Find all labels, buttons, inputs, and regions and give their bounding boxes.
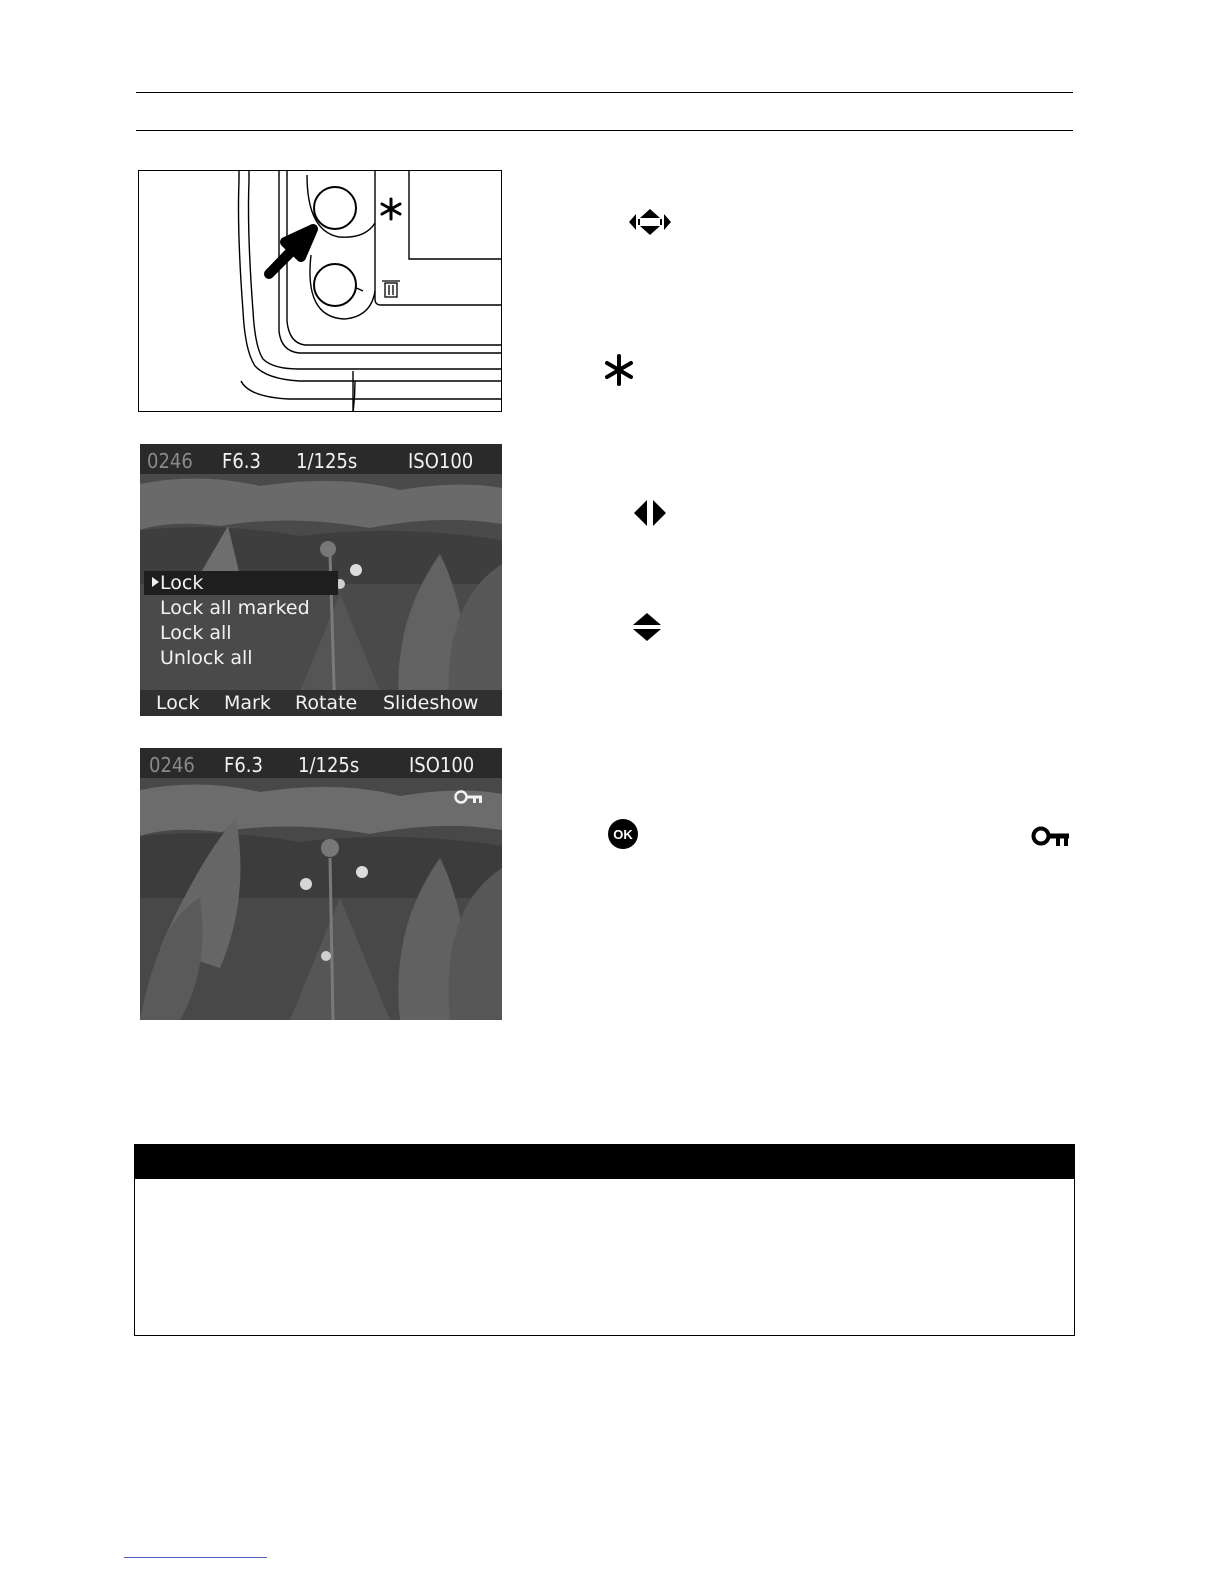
camera-back-illustration [138, 170, 502, 412]
menu-item-lock[interactable]: Lock [160, 572, 204, 594]
note-box [134, 1144, 1075, 1336]
softkey-slideshow[interactable]: Slideshow [383, 692, 479, 714]
softkey-lock[interactable]: Lock [156, 692, 200, 714]
menu-item-lock-all[interactable]: Lock all [160, 622, 232, 644]
header-rule-bottom [136, 130, 1073, 131]
up-down-arrows-icon [632, 612, 662, 642]
flower-photo [140, 748, 502, 1020]
frame-number: 0246 [147, 449, 193, 473]
menu-cursor-icon [152, 577, 160, 587]
softkey-rotate[interactable]: Rotate [295, 692, 358, 714]
aperture-value: F6.3 [224, 753, 263, 777]
four-way-arrows-icon [627, 207, 673, 237]
iso-value: ISO100 [409, 753, 475, 777]
aperture-value: F6.3 [222, 449, 261, 473]
shutter-speed: 1/125s [296, 449, 358, 473]
softkey-mark[interactable]: Mark [224, 692, 271, 714]
lcd-screen-lock-menu [140, 444, 502, 716]
iso-value: ISO100 [408, 449, 474, 473]
asterisk-button-icon [602, 353, 636, 387]
header-rule-top [136, 92, 1073, 93]
left-right-arrows-icon [633, 499, 667, 527]
footer-rule [124, 1557, 267, 1558]
key-icon [1031, 824, 1071, 848]
key-icon [454, 788, 484, 806]
camera-body-drawing [139, 171, 502, 412]
lcd-screen-locked-image [140, 748, 502, 1020]
svg-text:OK: OK [613, 827, 633, 842]
ok-button-icon [607, 818, 639, 850]
shutter-speed: 1/125s [298, 753, 360, 777]
menu-item-unlock-all[interactable]: Unlock all [160, 647, 253, 669]
frame-number: 0246 [149, 753, 195, 777]
note-box-header [135, 1145, 1074, 1179]
menu-item-lock-all-marked[interactable]: Lock all marked [160, 597, 310, 619]
